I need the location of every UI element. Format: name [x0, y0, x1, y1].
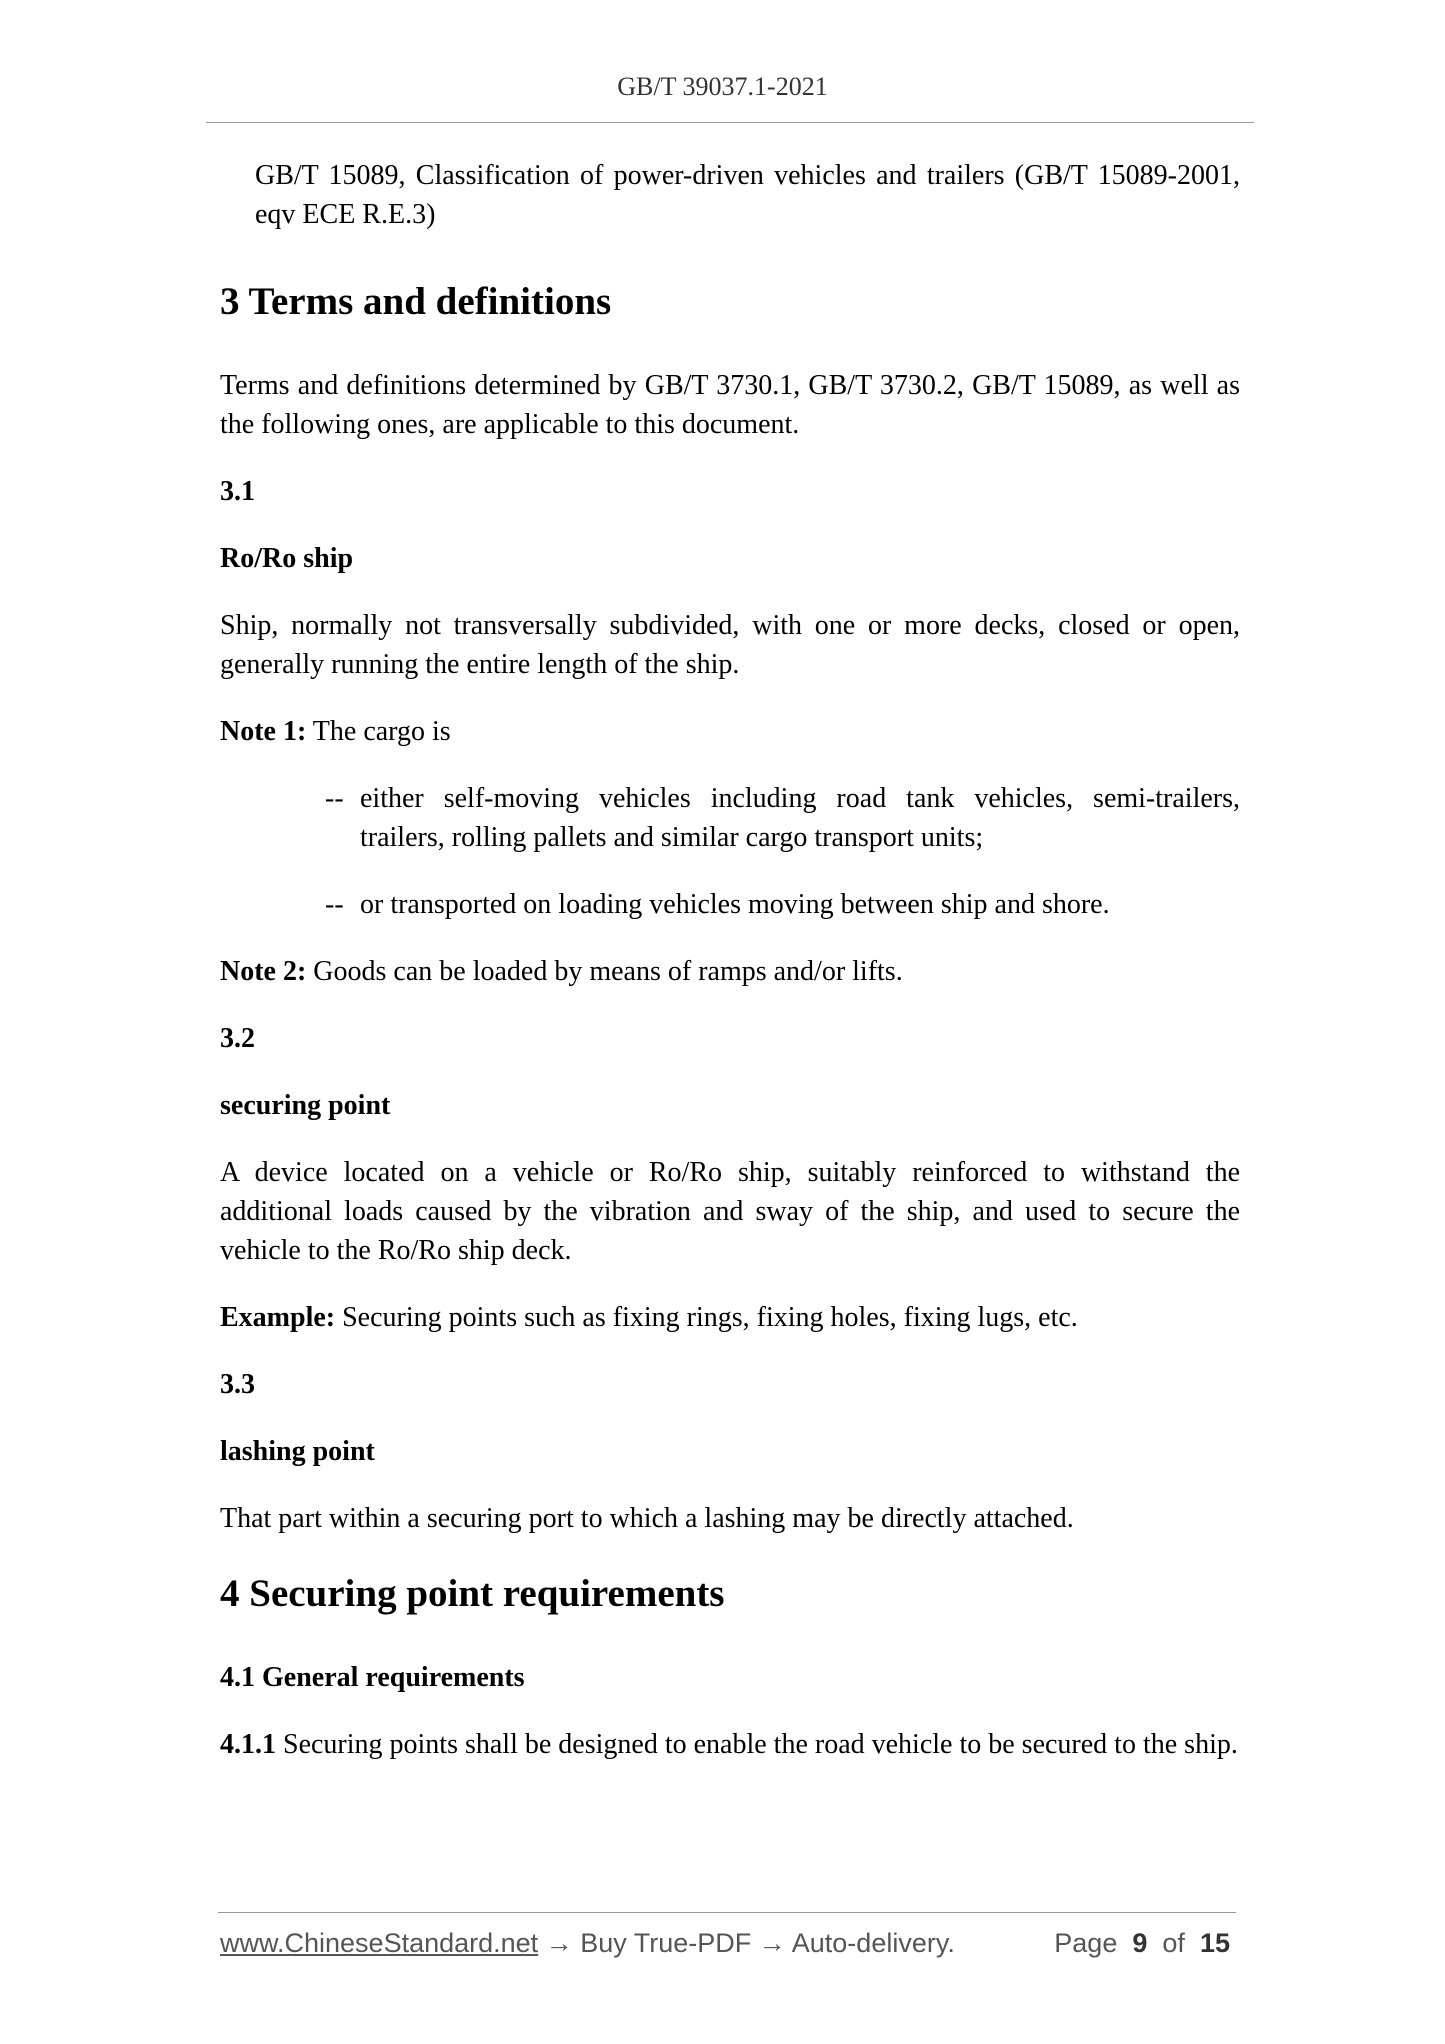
term-3-2-number: 3.2	[220, 1023, 255, 1054]
normative-reference: GB/T 15089, Classification of power-driven vehicles and trailers (GB/T 15089-2001, eqv ECE R.E.3)	[255, 160, 1240, 230]
term-3-1-note-2	[220, 952, 1240, 991]
clause-4-1-1	[220, 1725, 1240, 1764]
page-indicator	[1054, 1928, 1230, 1959]
example-text: Securing points such as fixing rings, fixing holes, fixing lugs, etc.	[335, 1302, 1078, 1333]
section-3-intro: Terms and definitions determined by GB/T 3730.1, GB/T 3730.2, GB/T 15089, as well as the following ones, are applicable to this document.	[220, 370, 1240, 440]
page-number: 9	[1132, 1928, 1148, 1958]
term-3-2-name: securing point	[220, 1090, 391, 1121]
of-label: of	[1162, 1928, 1185, 1958]
bullet-dash: --	[325, 889, 344, 920]
term-3-3-name: lashing point	[220, 1436, 375, 1467]
document-body	[220, 156, 1240, 1792]
term-3-3-number: 3.3	[220, 1369, 255, 1400]
arrow-icon: →	[751, 1928, 792, 1958]
term-3-1-definition: Ship, normally not transversally subdivided, with one or more decks, closed or open, generally running the entire length of the ship.	[220, 610, 1240, 680]
page-label: Page	[1054, 1928, 1118, 1958]
term-3-2-definition: A device located on a vehicle or Ro/Ro ship, suitably reinforced to withstand the additional loads caused by the vibration and sway of the ship, and used to secure the vehicle to the Ro/Ro ship deck.	[220, 1157, 1240, 1266]
subsection-4-1-heading: 4.1 General requirements	[220, 1662, 525, 1693]
footer-divider	[218, 1912, 1236, 1913]
page-total: 15	[1199, 1928, 1230, 1958]
term-3-1-name: Ro/Ro ship	[220, 543, 354, 574]
website-link[interactable]: www.ChineseStandard.net	[220, 1928, 539, 1958]
header-divider	[206, 122, 1254, 123]
clause-number: 4.1.1	[220, 1729, 276, 1760]
arrow-icon: →	[538, 1928, 581, 1958]
bullet-dash: --	[325, 783, 344, 814]
clause-text: Securing points shall be designed to enable the road vehicle to be secured to the ship.	[276, 1729, 1238, 1760]
term-3-1-note-1	[220, 712, 1240, 751]
page-footer	[220, 1928, 1230, 1959]
note-2-label: Note 2:	[220, 956, 307, 987]
section-3-heading: 3 Terms and definitions	[220, 280, 612, 323]
bullet-text: either self-moving vehicles including road tank vehicles, semi-trailers, trailers, rolling pallets and similar cargo transport units;	[360, 783, 1240, 853]
bullet-text: or transported on loading vehicles moving between ship and shore.	[360, 889, 1110, 920]
note-2-text: Goods can be loaded by means of ramps and/or lifts.	[306, 956, 903, 987]
buy-text: Buy True-PDF	[580, 1928, 752, 1958]
note-1-text: The cargo is	[306, 716, 451, 747]
delivery-text: Auto-delivery.	[791, 1928, 955, 1958]
example-label: Example:	[220, 1302, 336, 1333]
section-4-heading: 4 Securing point requirements	[220, 1572, 725, 1615]
note-1-bullet	[220, 779, 1240, 857]
note-1-label: Note 1:	[220, 716, 307, 747]
page-header-title: GB/T 39037.1-2021	[617, 72, 828, 101]
term-3-1-number: 3.1	[220, 476, 255, 507]
note-1-bullet	[220, 885, 1240, 924]
term-3-3-definition: That part within a securing port to which a lashing may be directly attached.	[220, 1503, 1074, 1534]
term-3-2-example	[220, 1298, 1240, 1337]
